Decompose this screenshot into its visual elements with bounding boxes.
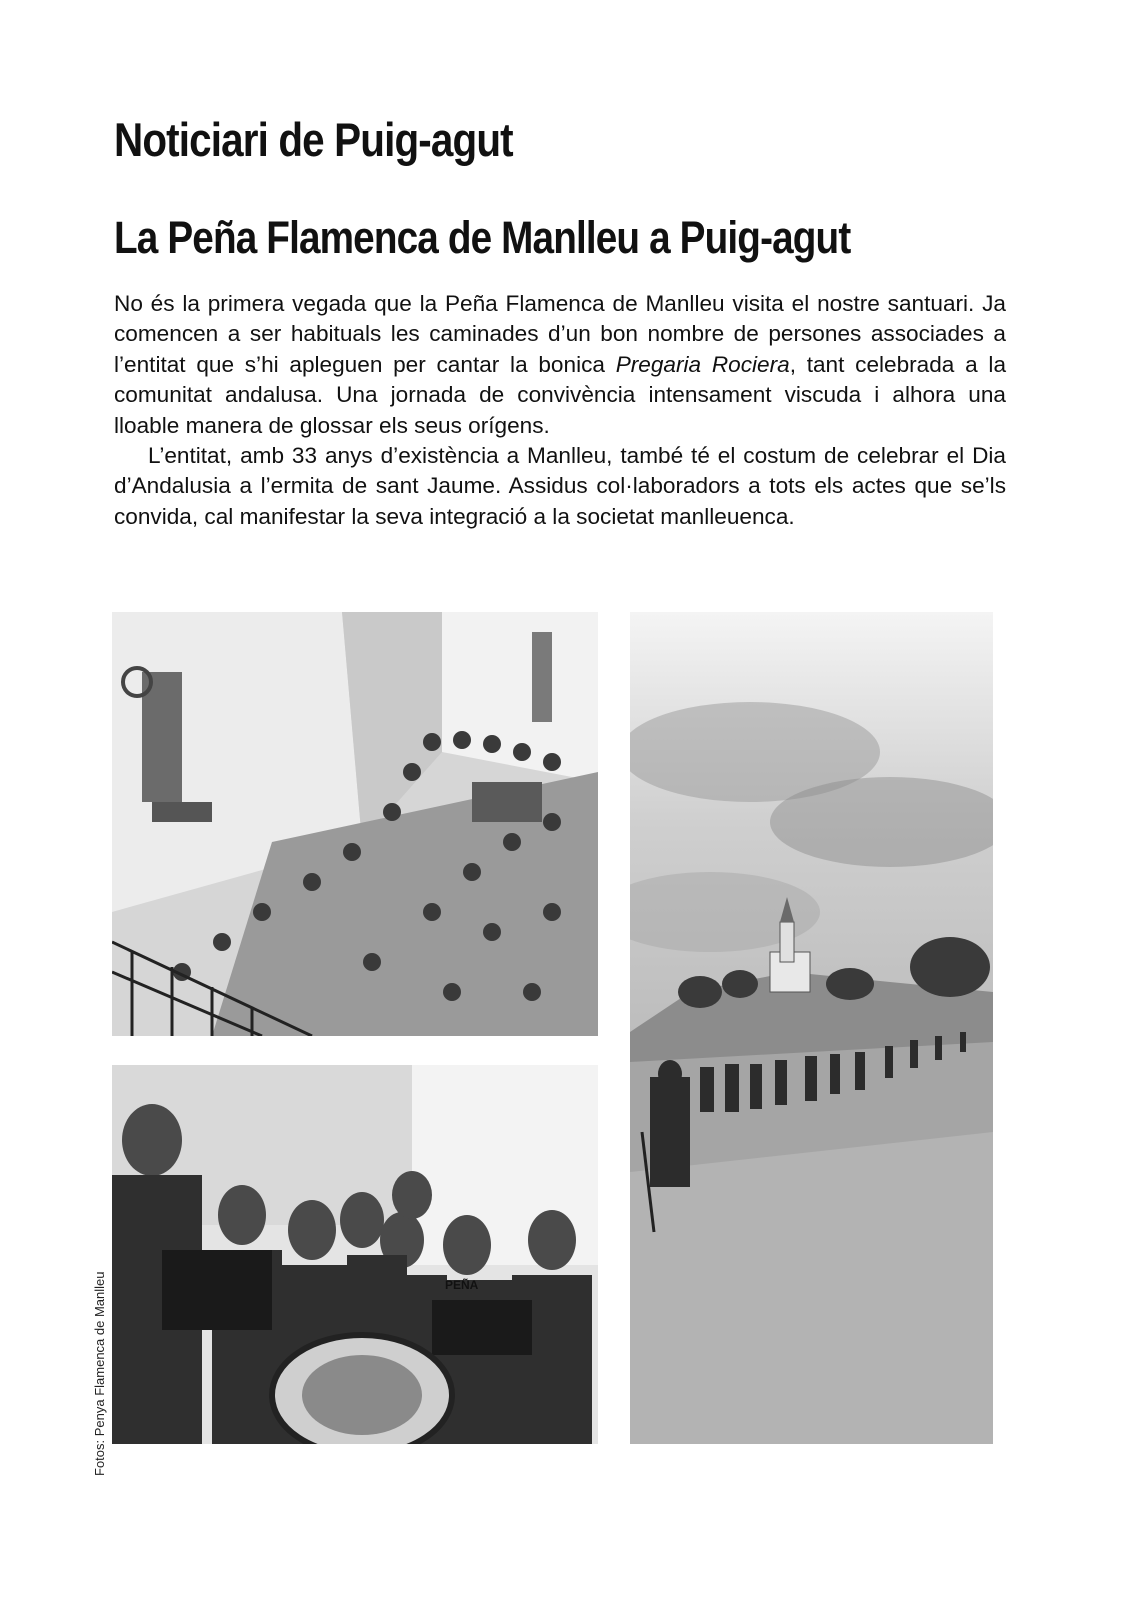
singers-image (112, 1065, 598, 1444)
paragraph-1-text-a: No és la primera vegada que la Peña Flamenca de Manlleu visita el nostre santuari. Ja comencen a ser habituals les caminades d’un bon nombre de persones associades a l’entitat que s’hi apleguen per cantar la bonica (114, 291, 1006, 377)
song-title: Pregaria Rociera (615, 351, 790, 377)
photo-pilgrimage (630, 612, 993, 1444)
paragraph-1-text-b: , tant celebrada a la comunitat andalusa. Una jornada de convivència intensament viscuda i alhora una lloable manera de glossar els seus orígens. (114, 351, 1007, 438)
pilgrimage-image (630, 612, 993, 1444)
article-body (114, 289, 1006, 532)
section-title: Noticiari de Puig-agut (114, 113, 513, 166)
paragraph-2: L’entitat, amb 33 anys d’existència a Manlleu, també té el costum de celebrar el Dia d’Andalusia a l’ermita de sant Jaume. Assidus col·laboradors a tots els actes que se’ls convida, cal manifestar la seva integració a la societat manlleuenca. (114, 443, 1006, 529)
photo-chapel-interior (112, 612, 598, 1036)
shirt-text: PEÑA (445, 1278, 479, 1292)
paragraph-1 (114, 289, 1006, 441)
photo-credit: Fotos: Penya Flamenca de Manlleu (92, 1271, 107, 1476)
chapel-interior-image (112, 612, 598, 1036)
photo-singers (112, 1065, 598, 1444)
article-title: La Peña Flamenca de Manlleu a Puig-agut (114, 212, 851, 263)
